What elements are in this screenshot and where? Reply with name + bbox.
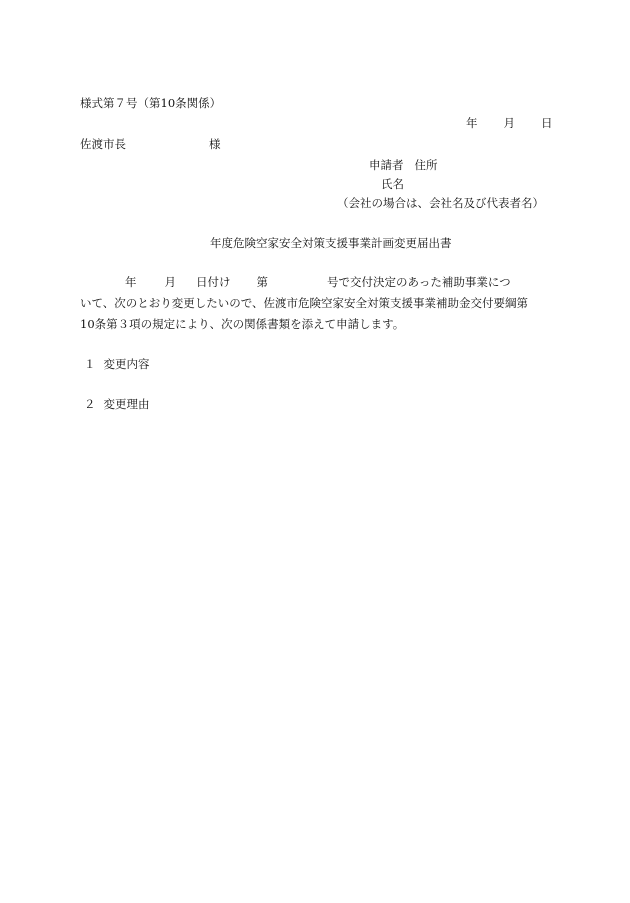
applicant-address-line (369, 160, 438, 172)
recipient-honorific: 様 (209, 137, 221, 151)
body-day-suffix: 日付け (196, 275, 231, 289)
date-year-label: 年 (466, 116, 478, 130)
date-day-label: 日 (541, 116, 553, 130)
item-2-label: 変更理由 (103, 397, 150, 411)
applicant-note: （会社の場合は、会社名及び代表者名） (337, 196, 544, 210)
body-line-2: いて、次のとおり変更したいので、佐渡市危険空家安全対策支援事業補助金交付要綱第 (80, 296, 529, 310)
body-line-3: 10条第３項の規定により、次の関係書類を添えて申請します。 (80, 317, 405, 331)
item-1 (84, 359, 150, 371)
recipient-line (80, 139, 221, 151)
document-title: 年度危険空家安全対策支援事業計画変更届出書 (210, 236, 452, 250)
body-year: 年 (125, 275, 137, 289)
recipient-name: 佐渡市長 (80, 137, 126, 151)
applicant-label: 申請者 (369, 158, 404, 172)
item-1-number: １ (84, 357, 96, 371)
date-month-label: 月 (503, 116, 515, 130)
item-1-label: 変更内容 (103, 357, 150, 371)
form-number: 様式第７号（第10条関係） (80, 96, 222, 110)
body-number-prefix: 第 (256, 275, 268, 289)
body-line-1 (125, 277, 511, 289)
address-label: 住所 (414, 158, 438, 172)
body-month: 月 (164, 275, 176, 289)
applicant-name-label: 氏名 (381, 177, 404, 191)
body-line-1-text: 号で交付決定のあった補助事業につ (327, 275, 511, 289)
item-2-number: ２ (84, 397, 96, 411)
date-line (466, 118, 553, 130)
item-2 (84, 399, 150, 411)
